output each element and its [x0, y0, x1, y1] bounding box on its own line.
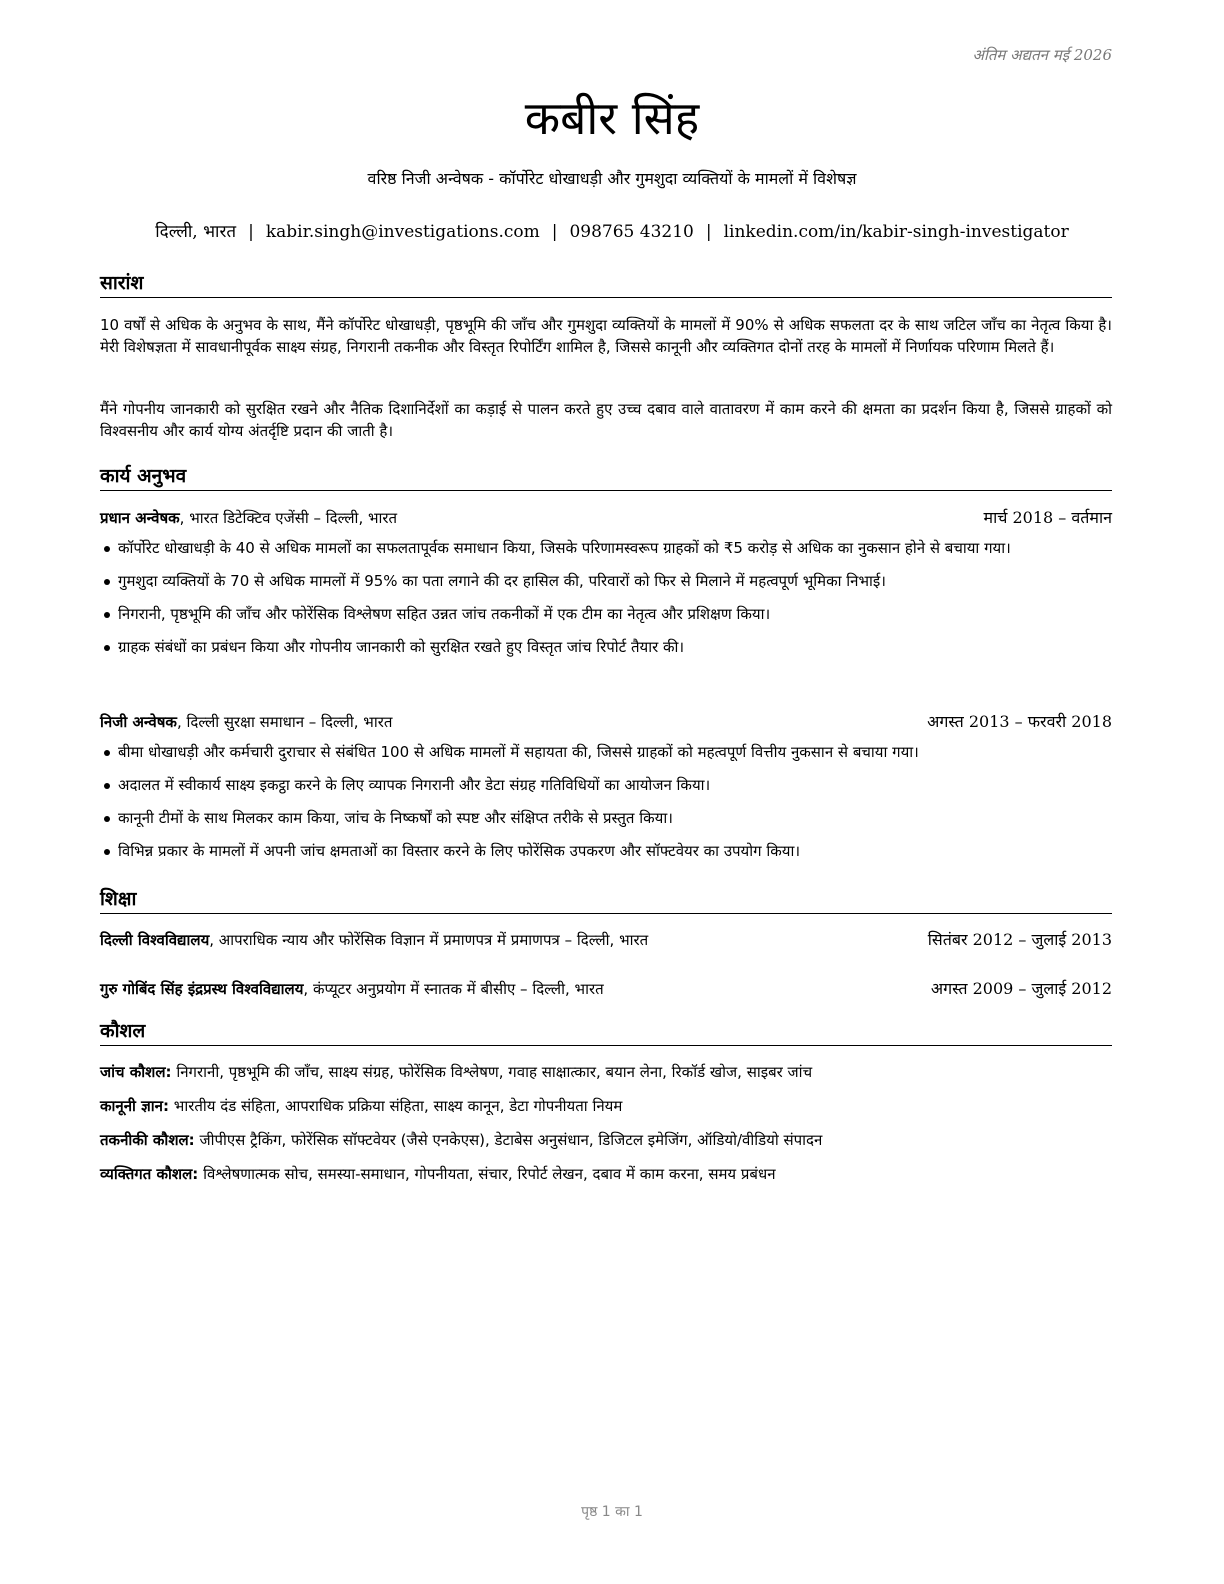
- job-dates: अगस्त 2013 – फरवरी 2018: [927, 712, 1112, 731]
- institution: गुरु गोबिंद सिंह इंद्रप्रस्थ विश्वविद्यालय: [100, 980, 304, 998]
- skill-label: कानूनी ज्ञान:: [100, 1097, 169, 1115]
- list-item: ग्राहक संबंधों का प्रबंधन किया और गोपनीय जानकारी को सुरक्षित रखते हुए विस्तृत जांच रिपोर्ट तैयार की।: [100, 636, 1112, 658]
- headline: वरिष्ठ निजी अन्वेषक - कॉर्पोरेट धोखाधड़ी और गुमशुदा व्यक्तियों के मामलों में विशेषज्ञ: [367, 169, 857, 188]
- skills-heading: कौशल: [100, 1018, 1112, 1046]
- contact-separator: |: [705, 222, 712, 242]
- skill-value: जीपीएस ट्रैकिंग, फोरेंसिक सॉफ्टवेयर (जैसे एनकेएस), डेटाबेस अनुसंधान, डिजिटल इमेजिंग, ऑडियो/वीडियो संपादन: [194, 1131, 823, 1149]
- job-role: निजी अन्वेषक: [100, 713, 177, 731]
- summary-paragraph-1: 10 वर्षों से अधिक के अनुभव के साथ, मैंने कॉर्पोरेट धोखाधड़ी, पृष्ठभूमि की जाँच और गुमशुदा व्यक्तियों के मामलों में 90% से अधिक सफलता दर के साथ जटिल जाँच का नेतृत्व किया है। मेरी विशेषज्ञता में सावधानीपूर्वक साक्ष्य संग्रह, निगरानी तकनीक और विस्तृत रिपोर्टिंग शामिल है, जिससे कानूनी और व्यक्तिगत दोनों तरह के मामलों में निर्णायक परिणाम मिलते हैं।: [100, 316, 1112, 356]
- skill-value: विश्लेषणात्मक सोच, समस्या-समाधान, गोपनीयता, संचार, रिपोर्ट लेखन, दबाव में काम करना, समय प्रबंधन: [198, 1165, 776, 1183]
- job-dates: मार्च 2018 – वर्तमान: [983, 508, 1112, 527]
- skill-value: भारतीय दंड संहिता, आपराधिक प्रक्रिया संहिता, साक्ष्य कानून, डेटा गोपनीयता नियम: [169, 1097, 623, 1115]
- skill-line: [100, 1094, 1112, 1118]
- job-bullets: [100, 537, 1112, 669]
- skill-label: तकनीकी कौशल:: [100, 1131, 195, 1149]
- summary-paragraph-2: मैंने गोपनीय जानकारी को सुरक्षित रखने और नैतिक दिशानिर्देशों का कड़ाई से पालन करते हुए उच्च दबाव वाले वातावरण में काम करने की क्षमता का प्रदर्शन किया है, जिससे ग्राहकों को विश्वसनीय और कार्य योग्य अंतर्दृष्टि प्रदान की जाती है।: [100, 400, 1112, 440]
- education-heading: शिक्षा: [100, 886, 1112, 914]
- job-bullets: [100, 741, 1112, 873]
- education-entry: [100, 977, 1112, 1001]
- list-item: कॉर्पोरेट धोखाधड़ी के 40 से अधिक मामलों का सफलतापूर्वक समाधान किया, जिसके परिणामस्वरूप ग्राहकों को ₹5 करोड़ से अधिक का नुकसान होने से बचाया गया।: [100, 537, 1112, 559]
- list-item: बीमा धोखाधड़ी और कर्मचारी दुराचार से संबंधित 100 से अधिक मामलों में सहायता की, जिससे ग्राहकों को महत्वपूर्ण वित्तीय नुकसान से बचाया गया।: [100, 741, 1112, 763]
- page-number: पृष्ठ 1 का 1: [581, 1504, 643, 1520]
- job-org: , भारत डिटेक्टिव एजेंसी – दिल्ली, भारत: [179, 509, 398, 527]
- job-header: [100, 506, 1112, 530]
- skill-line: [100, 1162, 1112, 1186]
- job-org: , दिल्ली सुरक्षा समाधान – दिल्ली, भारत: [176, 713, 393, 731]
- education-detail: , आपराधिक न्याय और फोरेंसिक विज्ञान में प्रमाणपत्र में प्रमाणपत्र – दिल्ली, भारत: [209, 931, 649, 949]
- institution: दिल्ली विश्वविद्यालय: [100, 931, 210, 949]
- education-dates: सितंबर 2012 – जुलाई 2013: [927, 930, 1112, 949]
- education-entry: [100, 928, 1112, 952]
- candidate-name: कबीर सिंह: [524, 91, 700, 145]
- skill-label: व्यक्तिगत कौशल:: [100, 1165, 199, 1183]
- list-item: गुमशुदा व्यक्तियों के 70 से अधिक मामलों में 95% का पता लगाने की दर हासिल की, परिवारों को फिर से मिलाने में महत्वपूर्ण भूमिका निभाई।: [100, 570, 1112, 592]
- skill-line: [100, 1128, 1112, 1152]
- contact-separator: |: [551, 222, 558, 242]
- list-item: अदालत में स्वीकार्य साक्ष्य इकट्ठा करने के लिए व्यापक निगरानी और डेटा संग्रह गतिविधियों का आयोजन किया।: [100, 774, 1112, 796]
- list-item: कानूनी टीमों के साथ मिलकर काम किया, जांच के निष्कर्षों को स्पष्ट और संक्षिप्त तरीके से प्रस्तुत किया।: [100, 807, 1112, 829]
- contact-line: [0, 220, 1224, 244]
- email-link[interactable]: kabir.singh@investigations.com: [265, 222, 540, 242]
- skill-label: जांच कौशल:: [100, 1063, 172, 1081]
- contact-separator: |: [248, 222, 254, 242]
- location: दिल्ली, भारत: [155, 222, 237, 242]
- education-dates: अगस्त 2009 – जुलाई 2012: [930, 979, 1112, 998]
- linkedin-link[interactable]: linkedin.com/in/kabir-singh-investigator: [723, 222, 1069, 242]
- experience-heading: कार्य अनुभव: [100, 463, 1112, 491]
- job-role: प्रधान अन्वेषक: [100, 509, 180, 527]
- list-item: विभिन्न प्रकार के मामलों में अपनी जांच क्षमताओं का विस्तार करने के लिए फोरेंसिक उपकरण और सॉफ्टवेयर का उपयोग किया।: [100, 840, 1112, 862]
- skill-value: निगरानी, पृष्ठभूमि की जाँच, साक्ष्य संग्रह, फोरेंसिक विश्लेषण, गवाह साक्षात्कार, बयान लेना, रिकॉर्ड खोज, साइबर जांच: [171, 1063, 813, 1081]
- list-item: निगरानी, पृष्ठभूमि की जाँच और फोरेंसिक विश्लेषण सहित उन्नत जांच तकनीकों में एक टीम का नेतृत्व और प्रशिक्षण किया।: [100, 603, 1112, 625]
- last-updated: अंतिम अद्यतन मई 2026: [972, 46, 1112, 64]
- education-detail: , कंप्यूटर अनुप्रयोग में स्नातक में बीसीए – दिल्ली, भारत: [303, 980, 604, 998]
- summary-heading: सारांश: [100, 270, 1112, 298]
- job-header: [100, 710, 1112, 734]
- skill-line: [100, 1060, 1112, 1084]
- phone-number: 098765 43210: [569, 222, 694, 242]
